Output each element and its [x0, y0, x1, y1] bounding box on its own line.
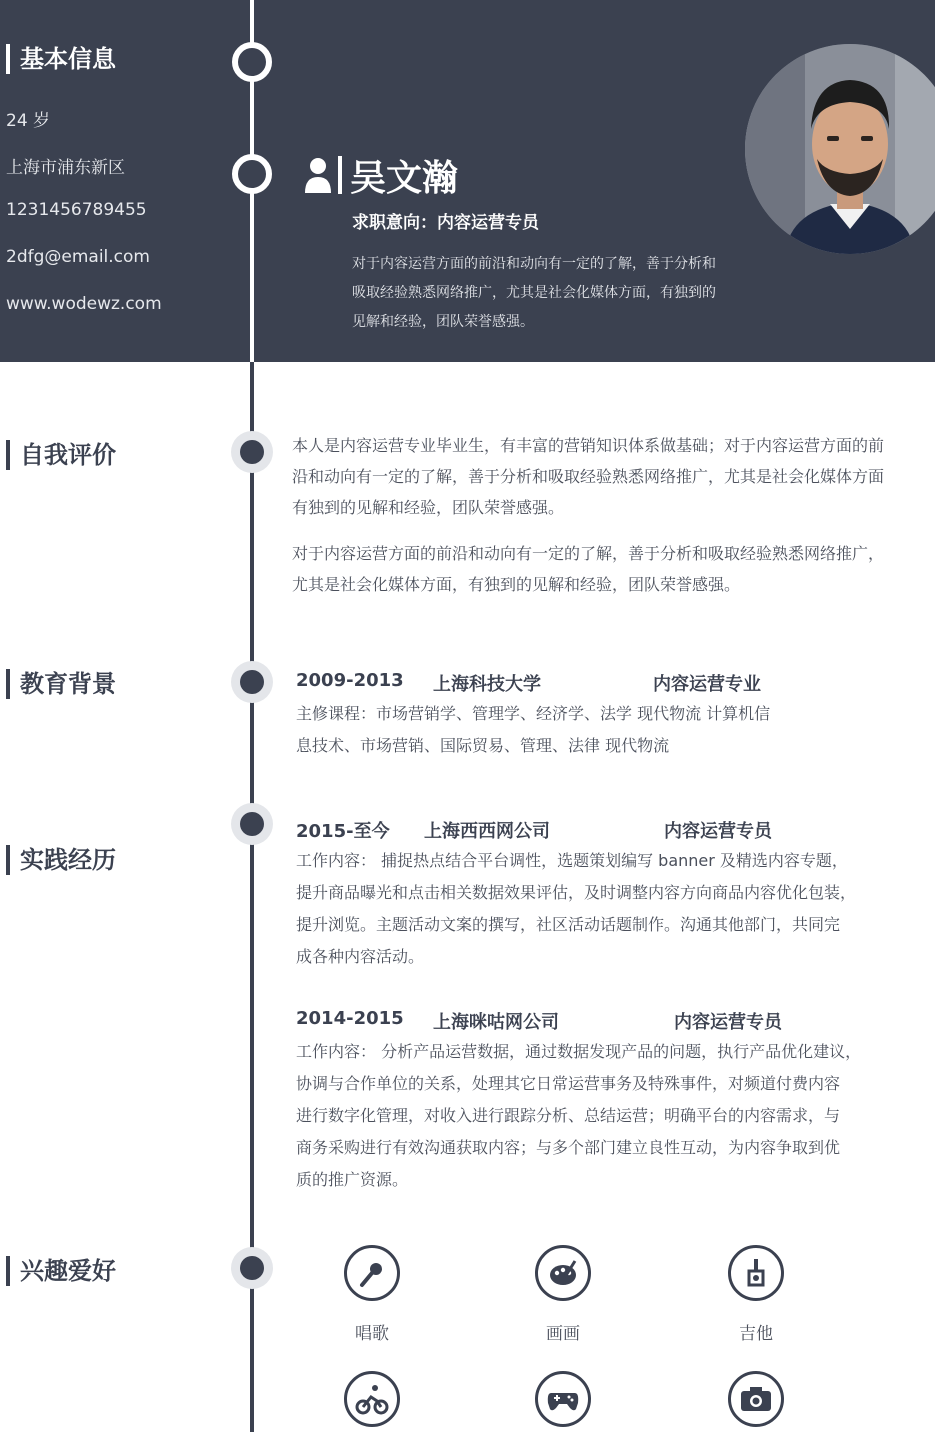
- intro-line: 对于内容运营方面的前沿和动向有一定的了解，善于分析和: [352, 256, 716, 272]
- self-eval-para-1: [292, 430, 935, 523]
- age-text: 24 岁: [6, 111, 51, 131]
- hobby-painting: [503, 1245, 623, 1344]
- self-eval-line: 本人是内容运营专业毕业生，有丰富的营销知识体系做基础；对于内容运营方面的前: [292, 436, 885, 455]
- experience-role: 内容运营专员: [674, 1012, 782, 1033]
- self-eval-title: 自我评价: [6, 440, 116, 470]
- experience-company: 上海西西网公司: [424, 821, 550, 842]
- hobbies-title: 兴趣爱好: [6, 1256, 116, 1286]
- intro-line: 吸取经验熟悉网络推广，尤其是社会化媒体方面，有独到的: [352, 285, 716, 301]
- self-eval-line: 有独到的见解和经验，团队荣誉感强。: [292, 498, 565, 517]
- intro-line: 见解和经验，团队荣誉感强。: [352, 314, 534, 330]
- experience-line: 协调与合作单位的关系，处理其它日常运营事务及特殊事件，对频道付费内容: [296, 1074, 841, 1093]
- basic-info-title: 基本信息: [6, 44, 116, 74]
- courses-line: 息技术、市场营销、国际贸易、管理、法律 现代物流: [296, 736, 670, 755]
- hobby-label: 吉他: [739, 1324, 773, 1344]
- timeline-node-education: [231, 661, 273, 703]
- experience-role: 内容运营专员: [664, 821, 772, 842]
- experience-line: 质的推广资源。: [296, 1170, 409, 1189]
- experience-line: 成各种内容活动。: [296, 947, 425, 966]
- experience-line: 提升浏览。主题活动文案的撰写，社区活动话题制作。沟通其他部门，共同完: [296, 915, 841, 934]
- courses-line: 主修课程：市场营销学、管理学、经济学、法学 现代物流 计算机信: [296, 704, 771, 723]
- candidate-name: 吴文瀚: [350, 158, 459, 199]
- palette-icon: [535, 1245, 591, 1301]
- website-text: www.wodewz.com: [6, 294, 162, 314]
- timeline-node-experience: [231, 803, 273, 845]
- experience-line: 进行数字化管理，对收入进行跟踪分析、总结运营；明确平台的内容需求，与: [296, 1106, 841, 1125]
- hobby-label: 画画: [546, 1324, 580, 1344]
- person-icon: [305, 157, 331, 193]
- microphone-icon: [344, 1245, 400, 1301]
- education-school: 上海科技大学: [433, 674, 541, 695]
- hobby-photography: [696, 1371, 816, 1432]
- education-title: 教育背景: [6, 669, 116, 699]
- experience-line: 工作内容： 分析产品运营数据，通过数据发现产品的问题，执行产品优化建议，: [296, 1042, 862, 1061]
- hobby-guitar: [696, 1245, 816, 1344]
- experience-desc-2: [296, 1036, 926, 1196]
- timeline-node-name: [232, 154, 272, 194]
- experience-line: 工作内容： 捕捉热点结合平台调性，选题策划编写 banner 及精选内容专题，: [296, 851, 848, 870]
- gamepad-icon: [535, 1371, 591, 1427]
- experience-period: 2014-2015: [296, 1008, 404, 1029]
- camera-icon: [728, 1371, 784, 1427]
- experience-line: 提升商品曝光和点击相关数据效果评估，及时调整内容方向商品内容优化包装，: [296, 883, 857, 902]
- self-eval-line: 沿和动向有一定的了解，善于分析和吸取经验熟悉网络推广，尤其是社会化媒体方面: [292, 467, 885, 486]
- self-eval-para-2: [292, 538, 935, 600]
- header-intro: [352, 250, 792, 337]
- education-courses: [296, 698, 926, 762]
- self-eval-line: 对于内容运营方面的前沿和动向有一定的了解，善于分析和吸取经验熟悉网络推广，: [292, 544, 885, 563]
- timeline-node-basic: [232, 42, 272, 82]
- guitar-icon: [728, 1245, 784, 1301]
- hobby-label: 唱歌: [355, 1324, 389, 1344]
- email-text: 2dfg@email.com: [6, 247, 150, 267]
- timeline-node-hobbies: [231, 1247, 273, 1289]
- job-intent: 求职意向：内容运营专员: [352, 213, 539, 233]
- hobby-gaming: [503, 1371, 623, 1432]
- experience-title: 实践经历: [6, 845, 116, 875]
- timeline-node-self-eval: [231, 431, 273, 473]
- location-text: 上海市浦东新区: [6, 158, 125, 178]
- hobby-singing: [312, 1245, 432, 1344]
- experience-period: 2015-至今: [296, 821, 390, 842]
- cycling-icon: [344, 1371, 400, 1427]
- phone-text: 1231456789455: [6, 200, 147, 220]
- hobby-cycling: [312, 1371, 432, 1432]
- experience-line: 商务采购进行有效沟通获取内容；与多个部门建立良性互动，为内容争取到优: [296, 1138, 841, 1157]
- experience-company: 上海咪咕网公司: [433, 1012, 559, 1033]
- education-major: 内容运营专业: [653, 674, 761, 695]
- name-divider: [338, 156, 342, 194]
- experience-desc-1: [296, 845, 926, 973]
- education-period: 2009-2013: [296, 670, 404, 691]
- self-eval-line: 尤其是社会化媒体方面，有独到的见解和经验，团队荣誉感强。: [292, 575, 741, 594]
